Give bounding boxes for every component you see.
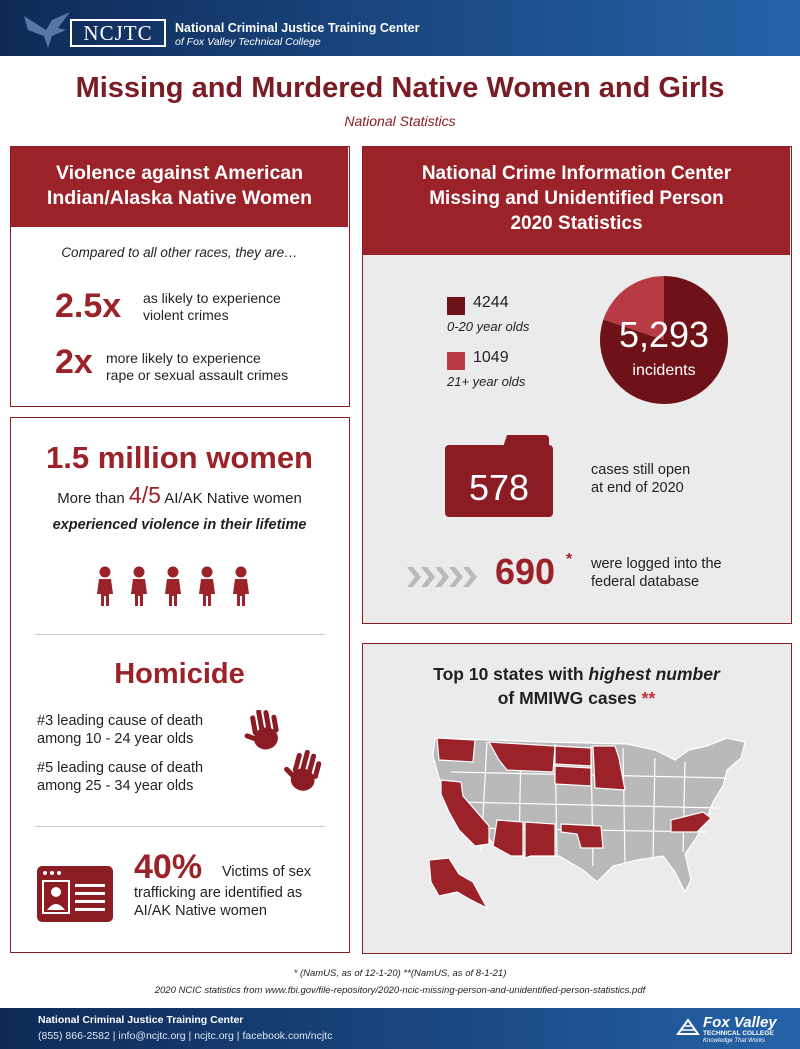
stat-assault-text xyxy=(106,350,336,384)
homicide-stat-2 xyxy=(37,759,247,795)
homicide-title: Homicide xyxy=(114,658,245,690)
map-title-text: Top 10 states with xyxy=(433,664,584,684)
state-new-mexico xyxy=(525,822,555,858)
org-subname: of Fox Valley Technical College xyxy=(175,36,321,48)
violence-panel xyxy=(10,146,350,407)
logged-footnote-marker: * xyxy=(566,551,573,568)
stat-assault-multiplier: 2x xyxy=(55,343,93,381)
fox-valley-tagline: Knowledge That Works xyxy=(703,1038,766,1044)
lifetime-panel xyxy=(10,417,350,953)
handprints-icon xyxy=(237,710,337,802)
map-title xyxy=(363,662,790,710)
footnote-ncic-url[interactable]: 2020 NCIC statistics from www.fbi.gov/file-repository/2020-ncic-missing-person-and-unidentified-person-statistics.pdf xyxy=(154,985,646,996)
us-states-map xyxy=(427,732,757,912)
stat-line: #3 leading cause of death xyxy=(37,713,204,729)
footnote-sources: * (NamUS, as of 12-1-20) **(NamUS, as of 8-1-21) xyxy=(293,968,507,979)
ncic-panel-heading xyxy=(363,147,790,255)
state-alaska xyxy=(429,858,487,908)
fox-valley-logo-icon xyxy=(676,1016,700,1040)
divider xyxy=(35,634,325,635)
states-map-panel xyxy=(362,643,792,954)
legend-value-0-20: 4244 xyxy=(473,294,509,311)
heading-line: Violence against American xyxy=(55,162,304,184)
logged-count: 690 xyxy=(495,551,556,592)
legend-label-0-20: 0-20 year olds xyxy=(447,319,530,334)
trafficking-text-line: Victims of sex xyxy=(222,864,312,880)
state-south-dakota xyxy=(555,766,591,786)
map-title-text: of MMIWG cases xyxy=(497,688,637,708)
trafficking-text xyxy=(134,884,344,920)
pie-total: 5,293 xyxy=(618,314,710,355)
stat-line: cases still open xyxy=(591,462,691,478)
million-women-headline: 1.5 million women xyxy=(46,440,313,475)
org-name: National Criminal Justice Training Center xyxy=(175,21,420,35)
four-fifths-line xyxy=(11,482,348,509)
women-figures-icon xyxy=(95,566,265,608)
chevron-right-icon xyxy=(407,565,491,589)
stat-violent-multiplier: 2.5x xyxy=(55,287,122,325)
state-north-dakota xyxy=(555,746,591,766)
stat-line: violent crimes xyxy=(143,307,229,323)
heading-line: Missing and Unidentified Person xyxy=(429,188,724,209)
pie-total-label: incidents xyxy=(632,362,696,379)
stat-line: AI/AK Native women xyxy=(134,903,267,919)
stat-line: as likely to experience xyxy=(143,290,281,306)
heading-line: Indian/Alaska Native Women xyxy=(46,187,313,209)
page-subtitle: National Statistics xyxy=(344,113,456,129)
stat-line: more likely to experience xyxy=(106,350,261,366)
stat-line: among 25 - 34 year olds xyxy=(37,778,194,794)
stat-line: #5 leading cause of death xyxy=(37,760,204,776)
open-cases-count: 578 xyxy=(468,467,530,508)
stat-violent-text xyxy=(143,290,333,324)
id-card-icon xyxy=(37,866,113,922)
footer-contact[interactable]: (855) 866-2582 | info@ncjtc.org | ncjtc.org | facebook.com/ncjtc xyxy=(38,1030,333,1042)
map-title-emphasis: highest number xyxy=(588,664,720,684)
open-cases-text xyxy=(591,461,731,497)
logged-text xyxy=(591,555,761,591)
native-women-text: AI/AK Native women xyxy=(164,490,302,507)
stat-line: at end of 2020 xyxy=(591,480,684,496)
fox-valley-logo-name[interactable]: Fox Valley xyxy=(703,1014,777,1031)
footer-org-name: National Criminal Justice Training Center xyxy=(38,1014,244,1026)
trafficking-percent: 40% xyxy=(134,848,203,886)
stat-line: rape or sexual assault crimes xyxy=(106,367,289,383)
stat-line: trafficking are identified as xyxy=(134,885,303,901)
map-footnote-marker: ** xyxy=(641,688,656,708)
homicide-stat-1 xyxy=(37,712,247,748)
fraction-text: 4/5 xyxy=(128,482,161,508)
fox-valley-logo-subtitle: TECHNICAL COLLEGE xyxy=(703,1030,774,1037)
legend-swatch-0-20 xyxy=(447,297,465,315)
compared-text: Compared to all other races, they are… xyxy=(61,245,298,260)
experienced-violence-text: experienced violence in their lifetime xyxy=(52,517,307,533)
more-than-text: More than xyxy=(57,490,125,507)
legend-value-21-plus: 1049 xyxy=(473,349,509,366)
heading-line: 2020 Statistics xyxy=(510,213,643,234)
stat-line: were logged into the xyxy=(591,556,722,572)
ncjtc-logo[interactable]: NCJTC xyxy=(70,19,166,47)
eagle-icon xyxy=(22,8,72,50)
legend-label-21-plus: 21+ year olds xyxy=(447,374,526,389)
page-title: Missing and Murdered Native Women and Girls xyxy=(75,72,725,104)
stat-line: among 10 - 24 year olds xyxy=(37,731,194,747)
stat-line: federal database xyxy=(591,574,700,590)
legend-swatch-21-plus xyxy=(447,352,465,370)
violence-panel-heading xyxy=(11,147,348,227)
ncic-panel xyxy=(362,146,792,624)
state-washington xyxy=(437,738,475,762)
heading-line: National Crime Information Center xyxy=(421,163,732,184)
divider xyxy=(35,826,325,827)
